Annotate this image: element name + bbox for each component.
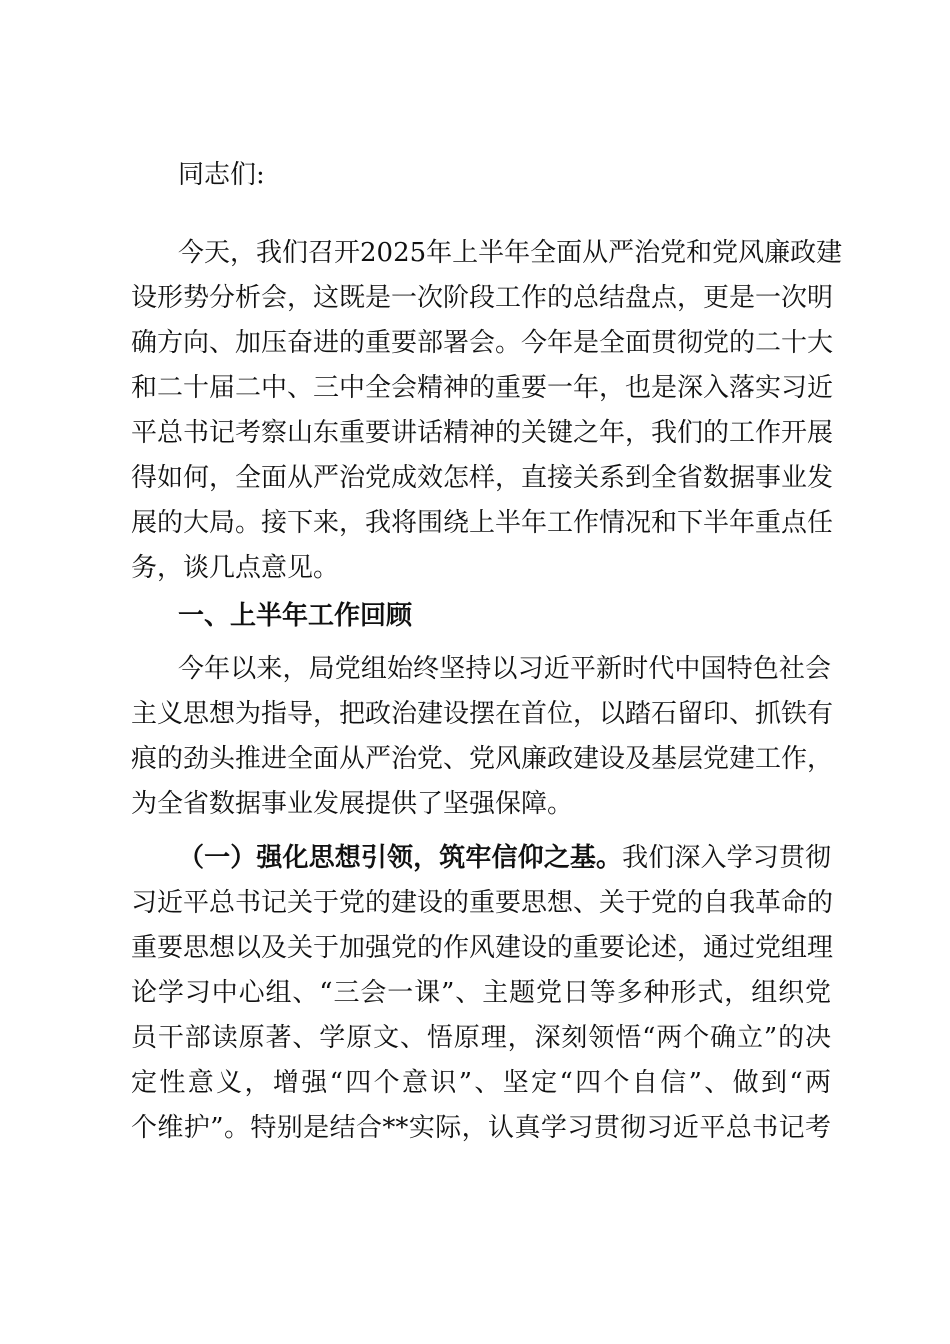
subsection-line: 个维护”。特别是结合**实际，认真学习贯彻习近平总书记考 [131,1113,831,1143]
intro-line: 得如何，全面从严治党成效怎样，直接关系到全省数据事业发 [131,463,834,493]
greeting: 同志们: [178,160,265,190]
intro-line: 务，谈几点意见。 [131,553,340,583]
intro-line: 展的大局。接下来，我将围绕上半年工作情况和下半年重点任 [131,508,834,538]
section-line: 主义思想为指导，把政治建设摆在首位，以踏石留印、抓铁有 [131,699,834,729]
subsection-heading: （一）强化思想引领，筑牢信仰之基。 [178,843,623,873]
intro-line: 平总书记考察山东重要讲话精神的关键之年，我们的工作开展 [131,418,834,448]
subsection-first-line-rest: 我们深入学习贯彻 [622,843,831,873]
subsection-first-line [178,838,831,878]
intro-line: 和二十届二中、三中全会精神的重要一年，也是深入落实习近 [131,373,834,403]
section-line: 为全省数据事业发展提供了坚强保障。 [131,789,574,819]
intro-line: 今天，我们召开2025年上半年全面从严治党和党风廉政建 [178,238,843,268]
intro-line: 设形势分析会，这既是一次阶段工作的总结盘点，更是一次明 [131,283,834,313]
section-heading: 一、上半年工作回顾 [178,601,413,631]
intro-line: 确方向、加压奋进的重要部署会。今年是全面贯彻党的二十大 [131,328,834,358]
subsection-line: 员干部读原著、学原文、悟原理，深刻领悟“两个确立”的决 [131,1023,831,1053]
subsection-line: 重要思想以及关于加强党的作风建设的重要论述，通过党组理 [131,933,834,963]
section-line: 痕的劲头推进全面从严治党、党风廉政建设及基层党建工作， [131,744,834,774]
subsection-line: 论学习中心组、“三会一课”、主题党日等多种形式，组织党 [131,978,831,1008]
section-line: 今年以来，局党组始终坚持以习近平新时代中国特色社会 [178,654,831,684]
subsection-line: 习近平总书记关于党的建设的重要思想、关于党的自我革命的 [131,888,834,918]
subsection-line: 定性意义，增强“四个意识”、坚定“四个自信”、做到“两 [131,1068,831,1098]
